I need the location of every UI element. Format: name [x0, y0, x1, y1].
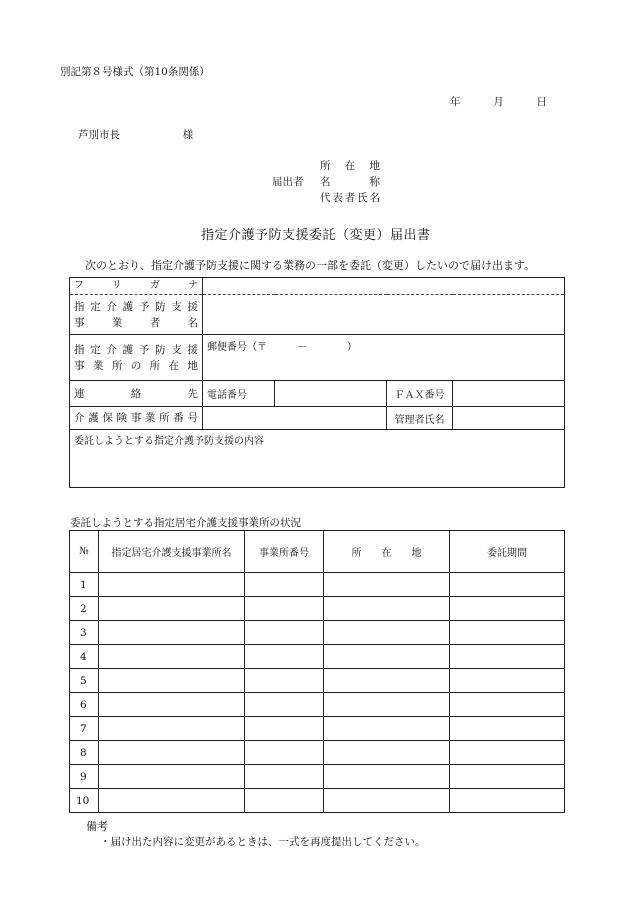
office-name-cell[interactable]	[99, 621, 245, 645]
table-row	[70, 597, 565, 621]
location-cell[interactable]	[324, 693, 450, 717]
period-cell[interactable]	[450, 597, 565, 621]
period-cell[interactable]	[450, 669, 565, 693]
row-number: 8	[70, 741, 99, 765]
furigana-field[interactable]	[203, 278, 565, 295]
office-name-cell[interactable]	[99, 645, 245, 669]
office-name-cell[interactable]	[99, 597, 245, 621]
office-address-label-line1: 指定介護予防支援	[74, 343, 198, 356]
office-name-cell[interactable]	[99, 669, 245, 693]
office-name-cell[interactable]	[99, 693, 245, 717]
applicant-label: 届出者	[272, 176, 304, 188]
office-number-cell[interactable]	[245, 789, 324, 813]
business-name-field[interactable]	[203, 295, 565, 335]
addressee	[78, 127, 193, 142]
row-number: 6	[70, 693, 99, 717]
row-number: 9	[70, 765, 99, 789]
period-cell[interactable]	[450, 621, 565, 645]
office-name-cell[interactable]	[99, 789, 245, 813]
business-name-label-line1: 指定介護予防支援	[74, 300, 198, 313]
office-name-cell[interactable]	[99, 717, 245, 741]
period-cell[interactable]	[450, 717, 565, 741]
location-cell[interactable]	[324, 741, 450, 765]
row-number: 3	[70, 621, 99, 645]
business-name-label-cell	[70, 295, 203, 335]
fax-field[interactable]	[453, 381, 565, 407]
column-header-no: №	[70, 531, 99, 573]
location-cell[interactable]	[324, 717, 450, 741]
furigana-label: フリガナ	[70, 278, 203, 295]
table-row	[70, 789, 565, 813]
applicant-representative-label: 代表者氏名	[320, 192, 380, 204]
column-header-office-name: 指定居宅介護支援事業所名	[99, 531, 245, 573]
location-cell[interactable]	[324, 573, 450, 597]
notes-heading: 備考	[86, 820, 108, 833]
row-number: 5	[70, 669, 99, 693]
office-section-title: 委託しようとする指定居宅介護支援事業所の状況	[70, 517, 301, 529]
period-cell[interactable]	[450, 693, 565, 717]
office-number-cell[interactable]	[245, 717, 324, 741]
applicant-name-label: 名 称	[320, 176, 380, 188]
period-cell[interactable]	[450, 741, 565, 765]
period-cell[interactable]	[450, 765, 565, 789]
location-cell[interactable]	[324, 597, 450, 621]
row-number: 1	[70, 573, 99, 597]
period-cell[interactable]	[450, 789, 565, 813]
office-address-label-line2: 事業所の所在地	[74, 359, 198, 372]
office-number-cell[interactable]	[245, 765, 324, 789]
row-number: 2	[70, 597, 99, 621]
location-cell[interactable]	[324, 621, 450, 645]
office-number-cell[interactable]	[245, 621, 324, 645]
table-header-row	[70, 531, 565, 573]
delegation-content-field[interactable]	[70, 430, 565, 488]
table-row	[70, 669, 565, 693]
table-row	[70, 645, 565, 669]
office-name-cell[interactable]	[99, 765, 245, 789]
office-name-cell[interactable]	[99, 573, 245, 597]
phone-label: 電話番号	[203, 381, 275, 407]
location-cell[interactable]	[324, 645, 450, 669]
column-header-office-number: 事業所番号	[245, 531, 324, 573]
applicant-block	[272, 158, 380, 206]
period-cell[interactable]	[450, 573, 565, 597]
office-number-cell[interactable]	[245, 693, 324, 717]
location-cell[interactable]	[324, 765, 450, 789]
manager-label: 管理者氏名	[387, 407, 453, 430]
table-row	[70, 717, 565, 741]
form-title: 指定介護予防支援委託（変更）届出書	[201, 228, 431, 243]
date-month-label: 月	[493, 96, 504, 108]
office-address-label-cell	[70, 335, 203, 381]
row-number: 10	[70, 789, 99, 813]
delegation-content-label: 委託しようとする指定介護予防支援の内容	[74, 436, 264, 447]
table-row	[70, 765, 565, 789]
notes-item: ・届け出た内容に変更があるときは、一式を再度提出してください。	[100, 836, 426, 848]
office-number-cell[interactable]	[245, 573, 324, 597]
office-number-cell[interactable]	[245, 669, 324, 693]
date-day-label: 日	[536, 96, 547, 108]
table-row	[70, 573, 565, 597]
business-name-label-line2: 事業者名	[74, 316, 198, 329]
table-row	[70, 693, 565, 717]
column-header-period: 委託期間	[450, 531, 565, 573]
insurance-number-label: 介護保険事業所番号	[70, 407, 203, 430]
intro-text: 次のとおり、指定介護予防支援に関する業務の一部を委託（変更）したいので届け出ます。	[85, 259, 536, 272]
date-year-label: 年	[450, 96, 461, 108]
contact-label: 連絡先	[70, 381, 203, 407]
business-info-table	[69, 277, 565, 488]
phone-field[interactable]	[275, 381, 387, 407]
office-address-field[interactable]	[203, 335, 565, 381]
fax-label: ＦＡＸ番号	[387, 381, 453, 407]
column-header-location: 所 在 地	[324, 531, 450, 573]
location-cell[interactable]	[324, 789, 450, 813]
row-number: 7	[70, 717, 99, 741]
date-line	[450, 94, 547, 109]
office-number-cell[interactable]	[245, 597, 324, 621]
row-number: 4	[70, 645, 99, 669]
office-number-cell[interactable]	[245, 645, 324, 669]
form-reference: 別記第８号様式（第10条関係）	[60, 66, 210, 78]
table-row	[70, 741, 565, 765]
location-cell[interactable]	[324, 669, 450, 693]
manager-field[interactable]	[453, 407, 565, 430]
postal-code-label: 郵便番号（〒 － ）	[207, 342, 357, 353]
office-name-cell[interactable]	[99, 741, 245, 765]
applicant-address-label: 所 在 地	[320, 160, 380, 172]
addressee-name: 芦別市長	[78, 129, 120, 141]
office-number-cell[interactable]	[245, 741, 324, 765]
office-status-table	[69, 530, 565, 813]
insurance-number-field[interactable]	[203, 407, 387, 430]
period-cell[interactable]	[450, 645, 565, 669]
table-row	[70, 621, 565, 645]
addressee-honorific: 様	[182, 129, 194, 141]
